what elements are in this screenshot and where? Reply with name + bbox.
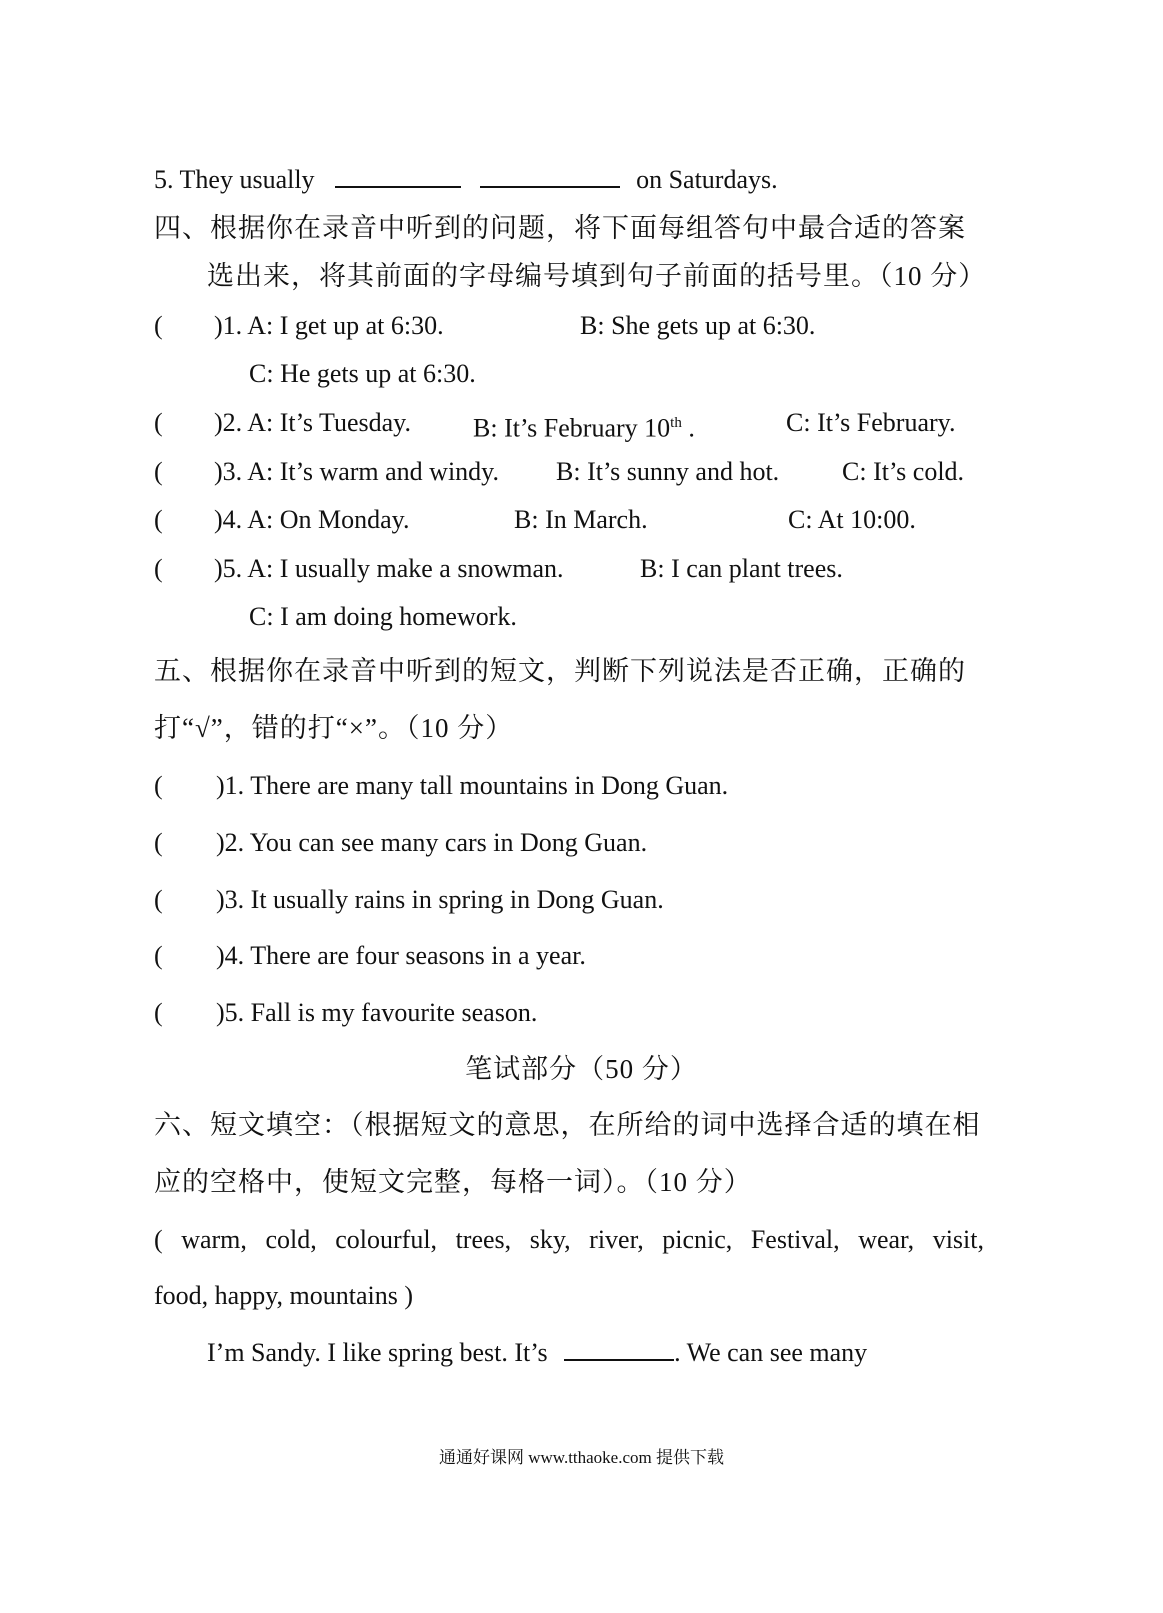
option-c: C: At 10:00. bbox=[788, 505, 916, 534]
option-a: )1. A: I get up at 6:30. bbox=[214, 311, 444, 340]
option-b: B: She gets up at 6:30. bbox=[580, 311, 816, 340]
answer-paren[interactable]: ( bbox=[154, 408, 163, 437]
option-a: )2. A: It’s Tuesday. bbox=[214, 408, 411, 437]
section-6-title: 六、短文填空：（根据短文的意思，在所给的词中选择合适的填在相 bbox=[154, 1110, 981, 1140]
answer-blank[interactable] bbox=[564, 1337, 674, 1361]
answer-paren[interactable]: ( bbox=[154, 941, 163, 970]
option-a: )5. A: I usually make a snowman. bbox=[214, 554, 564, 583]
footer-credit: 通通好课网 www.tthaoke.com 提供下载 bbox=[438, 1448, 725, 1467]
s5-statement-3 bbox=[154, 884, 664, 916]
option-c: C: I am doing homework. bbox=[249, 602, 517, 631]
s5-statement-5 bbox=[154, 997, 537, 1029]
statement-text: )4. There are four seasons in a year. bbox=[216, 941, 586, 970]
option-c: C: It’s cold. bbox=[842, 457, 965, 486]
answer-blank[interactable] bbox=[480, 164, 620, 188]
s5-statement-4 bbox=[154, 940, 586, 972]
section-4-title-cont: 选出来，将其前面的字母编号填到句子前面的括号里。（10 分） bbox=[207, 261, 987, 291]
answer-paren[interactable]: ( bbox=[154, 885, 163, 914]
s4-question-3 bbox=[154, 456, 1054, 488]
statement-text: )1. There are many tall mountains in Dong Guan. bbox=[216, 771, 729, 800]
statement-text: )2. You can see many cars in Dong Guan. bbox=[216, 828, 648, 857]
answer-paren[interactable]: ( bbox=[154, 998, 163, 1027]
answer-paren[interactable]: ( bbox=[154, 505, 163, 534]
q5-fill-line bbox=[154, 164, 778, 196]
answer-paren[interactable]: ( bbox=[154, 828, 163, 857]
section-6-title-cont: 应的空格中，使短文完整，每格一词）。（10 分） bbox=[154, 1167, 752, 1197]
answer-paren[interactable]: ( bbox=[154, 457, 163, 486]
section-5-title-cont: 打“√”，错的打“×”。（10 分） bbox=[154, 713, 514, 743]
option-b: B: I can plant trees. bbox=[640, 554, 843, 583]
s4-question-5 bbox=[154, 553, 1054, 585]
q5-text-post: on Saturdays. bbox=[636, 165, 778, 194]
ordinal-suffix: th bbox=[670, 415, 682, 431]
passage-line bbox=[207, 1337, 867, 1369]
s4-question-4 bbox=[154, 504, 1054, 536]
word-bank-cont: food, happy, mountains ) bbox=[154, 1281, 413, 1310]
word-bank: ( warm, cold, colourful, trees, sky, river, picnic, Festival, wear, visit, bbox=[154, 1225, 984, 1254]
passage-text-pre: I’m Sandy. I like spring best. It’s bbox=[207, 1338, 548, 1367]
section-4-title: 四、根据你在录音中听到的问题，将下面每组答句中最合适的答案 bbox=[154, 213, 966, 243]
answer-paren[interactable]: ( bbox=[154, 554, 163, 583]
option-a: )4. A: On Monday. bbox=[214, 505, 410, 534]
statement-text: )3. It usually rains in spring in Dong Guan. bbox=[216, 885, 664, 914]
q5-text-pre: 5. They usually bbox=[154, 165, 315, 194]
answer-blank[interactable] bbox=[335, 164, 461, 188]
s5-statement-2 bbox=[154, 827, 647, 859]
option-c: C: He gets up at 6:30. bbox=[249, 359, 476, 388]
written-part-heading: 笔试部分（50 分） bbox=[465, 1054, 698, 1084]
option-b: B: It’s sunny and hot. bbox=[556, 457, 780, 486]
option-a: )3. A: It’s warm and windy. bbox=[214, 457, 499, 486]
option-b: B: It’s February 10th . bbox=[473, 413, 695, 443]
passage-text-post: . We can see many bbox=[674, 1338, 868, 1367]
answer-paren[interactable]: ( bbox=[154, 311, 163, 340]
s4-question-1 bbox=[154, 310, 1054, 342]
option-c: C: It’s February. bbox=[786, 408, 956, 437]
statement-text: )5. Fall is my favourite season. bbox=[216, 998, 538, 1027]
option-b: B: In March. bbox=[514, 505, 648, 534]
answer-paren[interactable]: ( bbox=[154, 771, 163, 800]
section-5-title: 五、根据你在录音中听到的短文，判断下列说法是否正确，正确的 bbox=[154, 656, 966, 686]
s5-statement-1 bbox=[154, 770, 728, 802]
s4-question-2 bbox=[154, 407, 1054, 443]
